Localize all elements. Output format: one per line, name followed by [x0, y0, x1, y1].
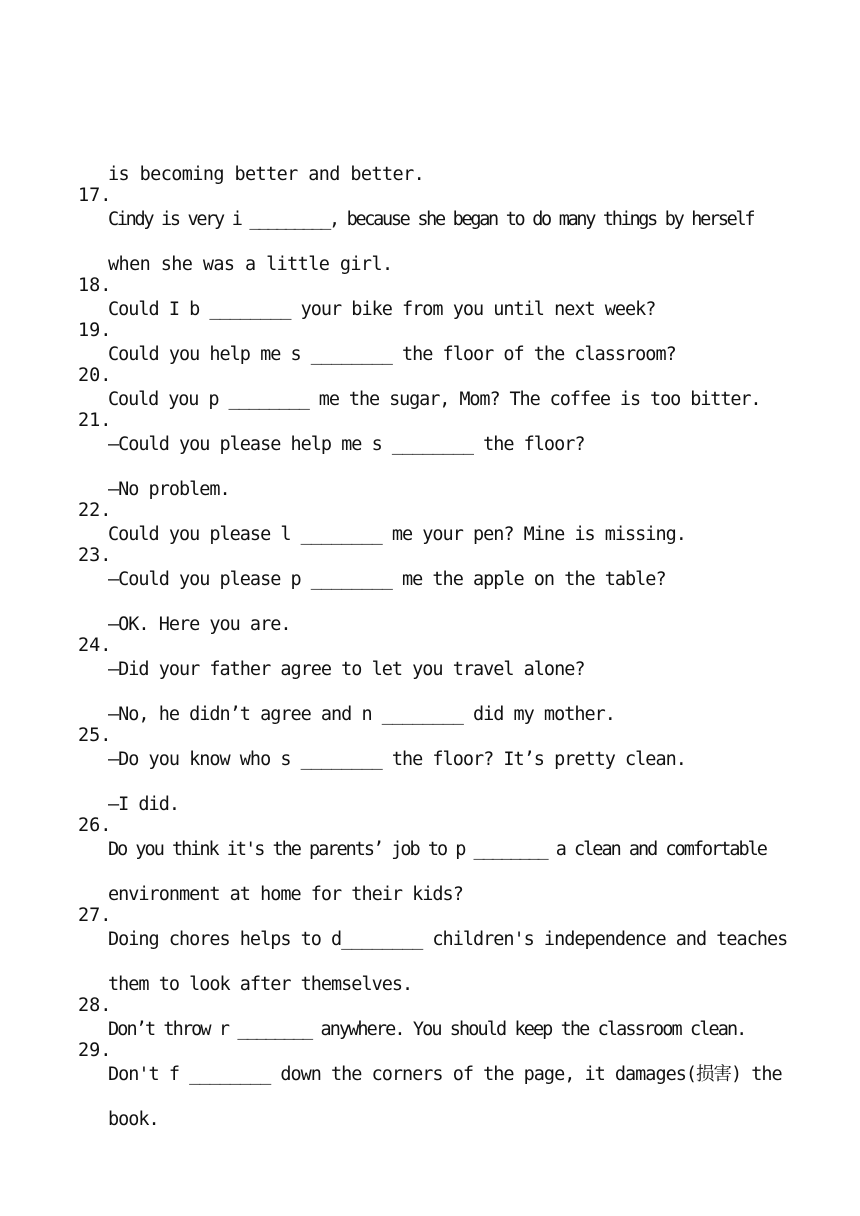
- question-number: 25.: [78, 725, 112, 746]
- question-text: Could you please l ________ me your pen? Mine is missing.: [108, 524, 686, 545]
- question-number: 23.: [78, 545, 112, 566]
- question-number: 24.: [78, 635, 112, 656]
- question-text: Do you think it's the parents’ job to p ________ a clean and comfortable: [108, 839, 766, 860]
- question-text: —Did your father agree to let you travel alone?: [108, 659, 585, 680]
- question-number: 26.: [78, 815, 112, 836]
- question-text: book.: [108, 1109, 159, 1130]
- question-text: —Could you please help me s ________ the floor?: [108, 434, 585, 455]
- question-number: 22.: [78, 500, 112, 521]
- question-text: Doing chores helps to d________ children's independence and teaches: [108, 929, 788, 950]
- question-number: 19.: [78, 320, 112, 341]
- question-text: —No, he didn’t agree and n ________ did my mother.: [108, 704, 615, 725]
- question-text: —I did.: [108, 794, 179, 815]
- question-number: 21.: [78, 410, 112, 431]
- question-text: —Could you please p ________ me the apple on the table?: [108, 569, 666, 590]
- question-number: 17.: [78, 185, 112, 206]
- question-text: —Do you know who s ________ the floor? It’s pretty clean.: [108, 749, 686, 770]
- question-text: —No problem.: [108, 479, 230, 500]
- question-number: 18.: [78, 275, 112, 296]
- question-text: when she was a little girl.: [108, 254, 393, 275]
- text-line: [0, 1060, 159, 1156]
- question-text: —OK. Here you are.: [108, 614, 291, 635]
- question-number: 29.: [78, 1040, 112, 1061]
- question-text: is becoming better and better.: [108, 164, 425, 185]
- question-number: 28.: [78, 995, 112, 1016]
- question-text: Could you help me s ________ the floor of the classroom?: [108, 344, 676, 365]
- question-text: Could you p ________ me the sugar, Mom? The coffee is too bitter.: [108, 389, 761, 410]
- question-text: Cindy is very i _________, because she began to do many things by herself: [108, 209, 754, 230]
- question-text: Don't f ________ down the corners of the page, it damages(损害) the: [108, 1064, 782, 1085]
- question-number: 20.: [78, 365, 112, 386]
- question-text: them to look after themselves.: [108, 974, 413, 995]
- question-text: environment at home for their kids?: [108, 884, 463, 905]
- question-text: Don’t throw r ________ anywhere. You should keep the classroom clean.: [108, 1019, 746, 1040]
- question-text: Could I b ________ your bike from you until next week?: [108, 299, 656, 320]
- question-number: 27.: [78, 905, 112, 926]
